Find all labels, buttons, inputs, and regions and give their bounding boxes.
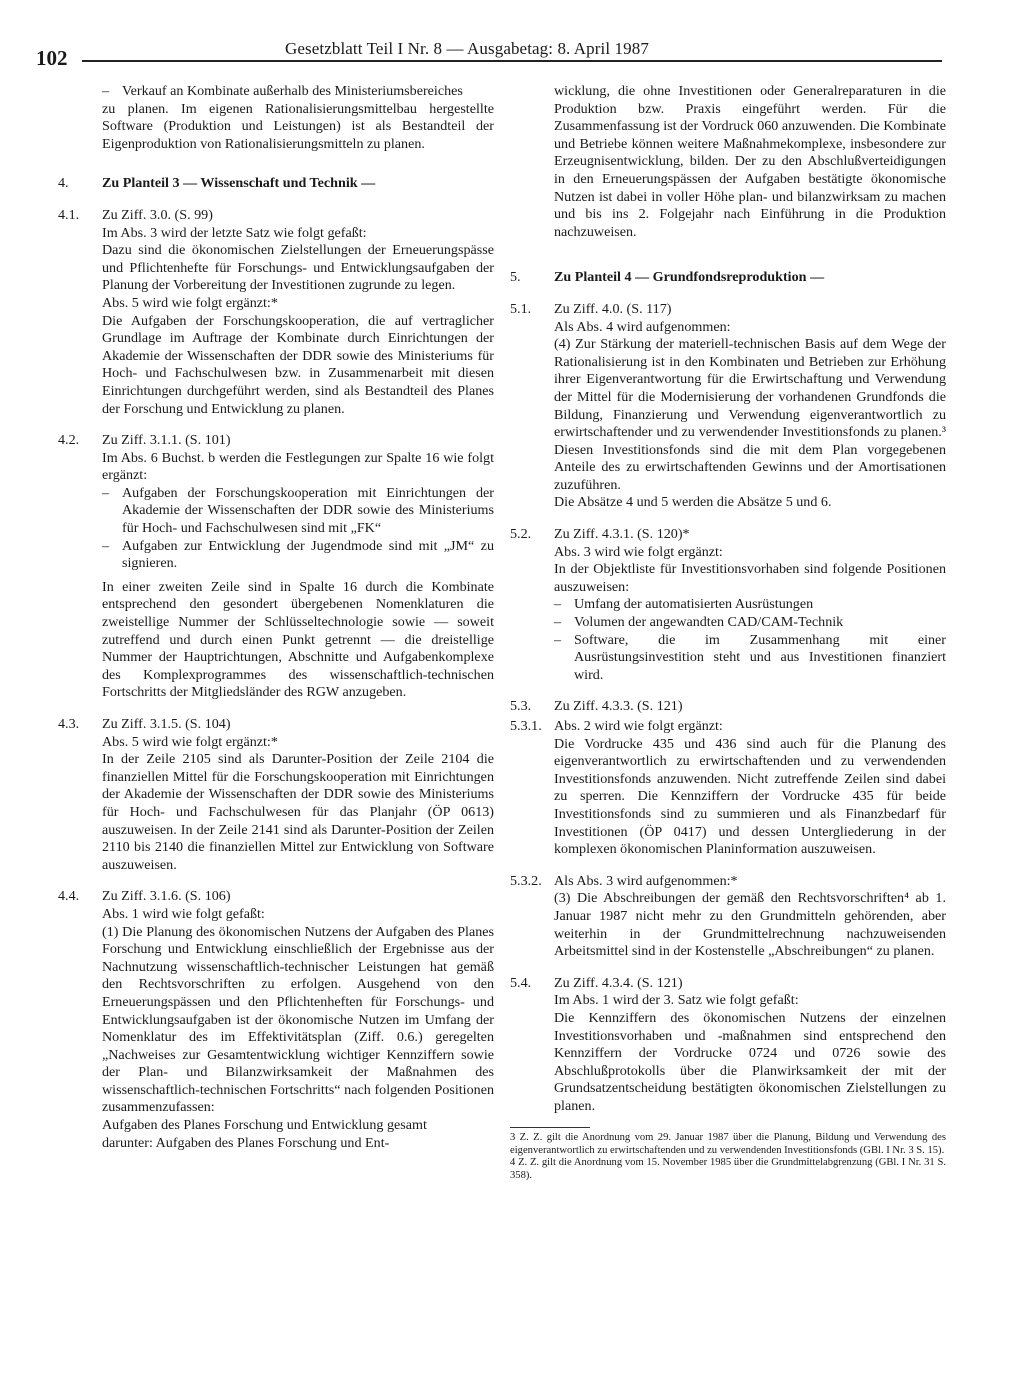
section-4-3: 4.3. Zu Ziff. 3.1.5. (S. 104) Abs. 5 wird wie folgt ergänzt:* In der Zeile 2105 sind als Darunter-Position der Zeile 2104 die finanziellen Mittel für die Forschungskooperation mit Einrichtungen der Akademie der Wissenschaften der DDR sowie des Ministeriums für Hoch- und Fachschulwesen für das Planjahr (ÖP 0613) auszuweisen. In der Zeile 2141 sind als Darunter-Position der Zeilen 2110 bis 2140 die finanziellen Mittel zur Entwicklung von Software auszuweisen. xyxy=(58,716,494,873)
right-column xyxy=(510,83,946,1182)
intro-text: zu planen. Im eigenen Rationalisierungsmittelbau hergestellte Software (Produktion und Leistungen) ist als Bestandteil der Eigenproduktion von Rationalisierungsmitteln zu planen. xyxy=(102,100,494,152)
page-number: 102 xyxy=(36,46,68,70)
header-rule xyxy=(82,60,942,62)
section-5-3-2: 5.3.2. Als Abs. 3 wird aufgenommen:* (3) Die Abschreibungen der gemäß den Rechtsvorschriften⁴ ab 1. Januar 1987 nicht mehr zu den Grundmitteln gehörenden, aber weiterhin in der Grundmittelrechnung nachzuweisenden Arbeitsmittel sind in der Kostenstelle „Abschreibungen“ zu planen. xyxy=(510,872,946,960)
dash-item: – Aufgaben zur Entwicklung der Jugendmode sind mit „JM“ zu signieren. xyxy=(102,537,494,572)
footnotes xyxy=(510,1132,946,1182)
footnote-4: 4 Z. Z. gilt die Anordnung vom 15. November 1985 über die Grundmittelabgrenzung (GBl. I Nr. 31 S. 358). xyxy=(510,1157,946,1181)
section-4-4: 4.4. Zu Ziff. 3.1.6. (S. 106) Abs. 1 wird wie folgt gefaßt: (1) Die Planung des ökonomischen Nutzens der Aufgaben des Planes Forschung und Entwicklung einschließlich der Ergebnisse aus der Nachnutzung wissenschaftlich-technischer Leistungen hat gemäß den Rechtsvorschriften zu erfolgen. Ausgehend von den Erneuerungspässen und den Pflichtenheften für Forschungs- und Entwicklungsaufgaben ist der ökonomische Nutzen im Umfang der Nomenklatur des im Effektivitätsplan (Ziff. 0.6.) geregelten „Nachweises zur Gesamtentwicklung wichtiger Kennziffern sowie der Plan- und Bilanzwirksamkeit der Maßnahmen des wissenschaftlich-technischen Fortschritts“ nach folgenden Positionen zusammenzufassen: Aufgaben des Planes Forschung und Entwicklung gesamt darunter: Aufgaben des Planes Forschung und Ent- xyxy=(58,888,494,1151)
section-4: 4. Zu Planteil 3 — Wissenschaft und Technik — xyxy=(58,175,494,193)
dash-item: – Umfang der automatisierten Ausrüstungen xyxy=(554,596,814,613)
dash-item: – Volumen der angewandten CAD/CAM-Technik xyxy=(554,614,844,631)
section-5-1: 5.1. Zu Ziff. 4.0. (S. 117) Als Abs. 4 wird aufgenommen: (4) Zur Stärkung der materiell-technischen Basis auf dem Wege der Rationalisierung ist in den Kombinaten und Betrieben zur Erhöhung ihrer Eigenverantwortung für die Erwirtschaftung und Verwendung der Mittel für die Modernisierung der vorhandenen Grundfonds die Bildung, Finanzierung und Verwendung eigenverantwortlich zu erwirtschaftender und zu verwendender Investitionsfonds zu planen.³ Diesen Investitionsfonds sind die mit dem Plan vorgegebenen Anteile des zu erwirtschaftenden Gewinns und der Amortisationen zuzuführen. Die Absätze 4 und 5 werden die Absätze 5 und 6. xyxy=(510,300,946,511)
dash-item: – Software, die im Zusammenhang mit einer Ausrüstungsinvestition steht und aus Investitionen finanziert wird. xyxy=(554,631,946,683)
intro-dash-item: – Verkauf an Kombinate außerhalb des Ministeriumsbereiches xyxy=(102,83,463,99)
dash-item: – Aufgaben der Forschungskooperation mit Einrichtungen der Akademie der Wissenschaften der DDR sowie des Ministeriums für Hoch- und Fachschulwesen sind mit „FK“ xyxy=(102,484,494,537)
section-5-4: 5.4. Zu Ziff. 4.3.4. (S. 121) Im Abs. 1 wird der 3. Satz wie folgt gefaßt: Die Kennziffern des ökonomischen Nutzens der einzelnen Investitionsvorhaben und -maßnahmen sind entsprechend den Kennziffern der Vordrucke 0724 und 0726 sowie des Abschlußprotokolls über die Planwirksamkeit der mit der Grundsatzentscheidung bestätigten ökonomischen Zielstellungen zu planen. xyxy=(510,974,946,1114)
section-heading: Zu Planteil 3 — Wissenschaft und Technik — xyxy=(102,175,376,192)
section-5: 5. Zu Planteil 4 — Grundfondsreproduktion — xyxy=(510,269,946,287)
footnote-3: 3 Z. Z. gilt die Anordnung vom 29. Januar 1987 über die Planung, Bildung und Verwendung des eigenverantwortlich zu erwirtschaftenden und zu verwendenden Investitionsfonds (GBl. I Nr. 3 S. 15). xyxy=(510,1132,946,1156)
section-5-3: 5.3. Zu Ziff. 4.3.3. (S. 121) xyxy=(510,698,683,715)
section-4-1: 4.1. Zu Ziff. 3.0. (S. 99) Im Abs. 3 wird der letzte Satz wie folgt gefaßt: Dazu sind die ökonomischen Zielstellungen der Erneuerungspässe und Pflichtenhefte für Forschungs- und Entwicklungsaufgaben der Planung der Vorbereitung der Investitionen zugrunde zu legen. Abs. 5 wird wie folgt ergänzt:* Die Aufgaben der Forschungskooperation, die auf vertraglicher Grundlage im Auftrage der Kombinate durch Einrichtungen der Akademie der Wissenschaften der DDR sowie des Ministeriums für Hoch- und Fachschulwesen bzw. in Zusammenarbeit mit diesen Einrichtungen durchgeführt werden, sind als Bestandteil des Planes der Forschung und Entwicklung zu planen. xyxy=(58,206,494,417)
section-5-2: 5.2. Zu Ziff. 4.3.1. (S. 120)* Abs. 3 wird wie folgt ergänzt: In der Objektliste für Investitionsvorhaben sind folgende Positionen auszuweisen: – Umfang der automatisierten Ausrüstungen – Volumen der angewandten CAD/CAM-Technik – Software, die im Zusammenhang mit einer Ausrüstungsinvestition steht und aus Investitionen finanziert wird. xyxy=(510,526,946,683)
footnote-rule xyxy=(510,1127,590,1128)
section-4-2: 4.2. Zu Ziff. 3.1.1. (S. 101) Im Abs. 6 Buchst. b werden die Festlegungen zur Spalte 16 wie folgt ergänzt: – Aufgaben der Forschungskooperation mit Einrichtungen der Akademie der Wissenschaften der DDR sowie des Ministeriums für Hoch- und Fachschulwesen sind mit „FK“ – Aufgaben zur Entwicklung der Jugendmode sind mit „JM“ zu signieren. In einer zweiten Zeile sind in Spalte 16 durch die Kombinate entsprechend den gesondert übergebenen Nomenklaturen die zweistellige Nummer der Schlüsseltechnologie sowie — soweit zutreffend und durch einen Punkt getrennt — die dreistellige Nummer der Hauptrichtungen, Abschnitte und Aufgabenkomplexe des Komplexprogrammes des wissenschaftlich-technischen Fortschritts der Mitgliedsländer des RGW anzugeben. xyxy=(58,432,494,701)
section-5-3-1: 5.3.1. Abs. 2 wird wie folgt ergänzt: Die Vordrucke 435 und 436 sind auch für die Planung des eigenverantwortlich zu erwirtschaftenden und zu verwendenden Investitionsfonds anzuwenden. Nicht zutreffende Zeilen sind dabei zu sperren. Die Kennziffern der Vordrucke 435 für beide Investitionsfonds sind zu summieren und als Finanzbedarf für Investitionen (ÖP 0417) und dessen Untergliederung in der komplexen ökonomischen Planinformation auszuweisen. xyxy=(510,718,946,858)
page-header-title: Gesetzblatt Teil I Nr. 8 — Ausgabetag: 8. April 1987 xyxy=(285,39,649,58)
page-header xyxy=(0,0,1024,70)
left-column xyxy=(58,83,494,1152)
continuation-text: wicklung, die ohne Investitionen oder Generalreparaturen in die Produktion bzw. Praxis eingeführt werden. Für die Zusammenfassung ist der Vordruck 060 anzuwenden. Die Kombinate und Betriebe können weitere Maßnahmekomplexe, insbesondere zur Erzeugnisentwicklung, bilden. Der zu den Abschlußverteidigungen in den Erneuerungspässen der Aufgaben bestätigte ökonomische Nutzen ist dabei in voller Höhe plan- und bilanzwirksam zu machen und bis ins 2. Folgejahr nach Einführung in die Produktion nachzuweisen. xyxy=(554,83,946,240)
section-heading: Zu Planteil 4 — Grundfondsreproduktion — xyxy=(554,269,825,286)
